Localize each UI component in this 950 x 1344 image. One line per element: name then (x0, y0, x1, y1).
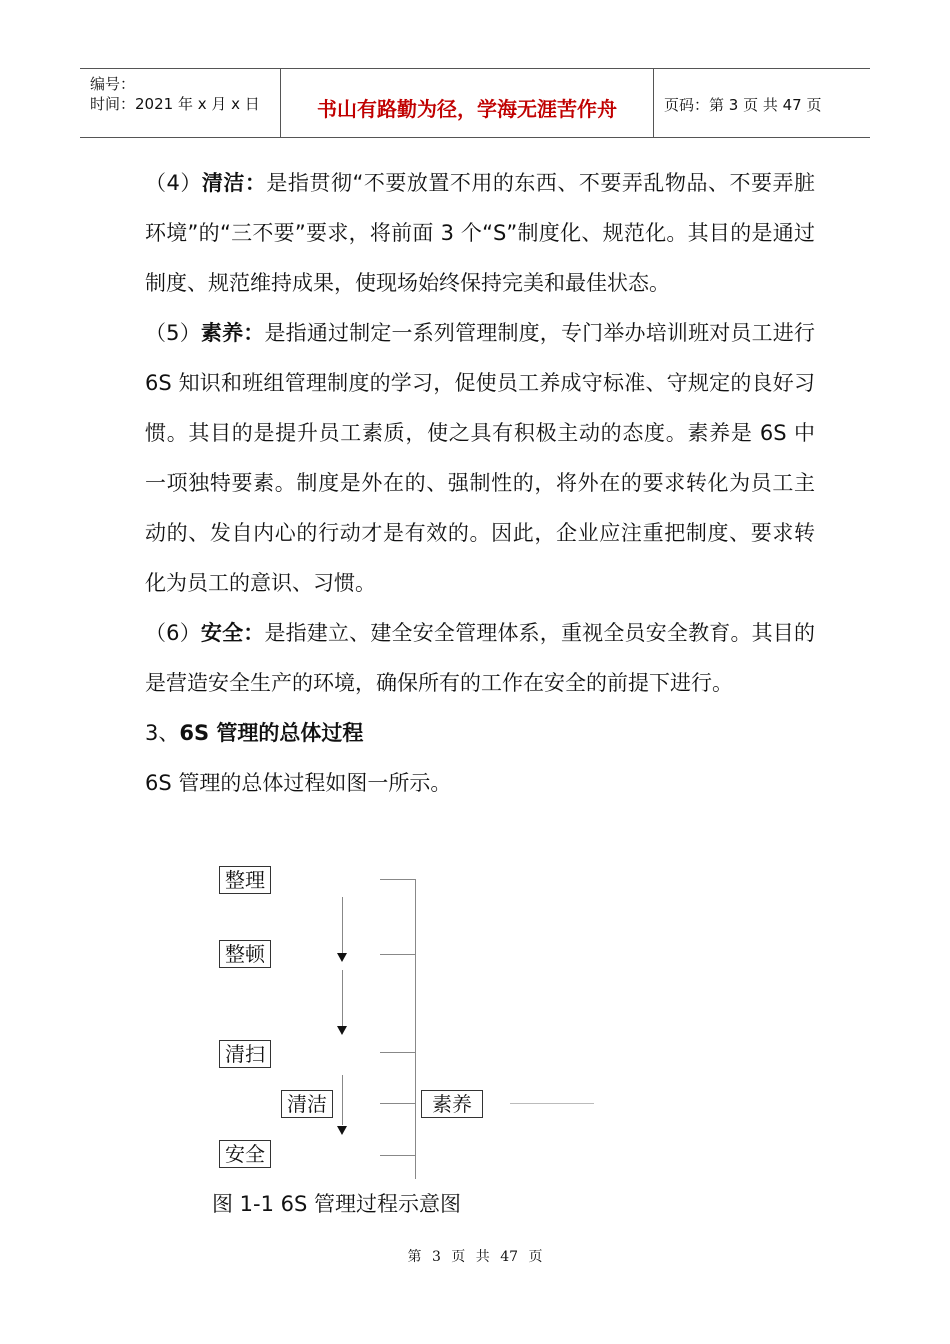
figure-caption: 图 1-1 6S 管理过程示意图 (212, 1192, 462, 1216)
header-page-label: 页码：第 3 页 共 47 页 (664, 96, 822, 114)
document-body (145, 158, 815, 808)
paragraph-prefix: （5） (145, 321, 201, 345)
header-meta-cell (80, 69, 281, 137)
paragraph-discipline (145, 308, 815, 608)
arrow-down-icon (337, 1126, 347, 1135)
paragraph-term: 安全： (200, 621, 265, 645)
paragraph-term: 素养： (200, 321, 265, 345)
section-title: 6S 管理的总体过程 (179, 721, 364, 745)
document-header (80, 68, 870, 138)
paragraph-text: 是指通过制定一系列管理制度，专门举办培训班对员工进行 6S 知识和班组管理制度的学习，促使员工养成守标准、守规定的良好习惯。其目的是提升员工素质，使之具有积极主动的态度。素养是 6S 中一项独特要素。制度是外在的、强制性的，将外在的要求转化为员工主动的、发自内心的行动才是有效的。因此，企业应注重把制度、要求转化为员工的意识、习惯。 (145, 321, 815, 595)
bracket-tick (380, 1155, 416, 1156)
header-page-cell (654, 69, 870, 137)
bracket-tick (380, 1103, 416, 1104)
box-seiketsu: 清洁 (281, 1090, 333, 1118)
paragraph-cleanliness (145, 158, 815, 308)
header-number-label: 编号： (90, 75, 136, 93)
box-seiso: 清扫 (219, 1040, 271, 1068)
bracket-tick (380, 1052, 416, 1053)
paragraph-safety (145, 608, 815, 708)
paragraph-text: 是指贯彻“不要放置不用的东西、不要弄乱物品、不要弄脏环境”的“三不要”要求，将前面 3 个“S”制度化、规范化。其目的是通过制度、规范维持成果，使现场始终保持完美和最佳状态。 (145, 171, 815, 295)
arrow-down-icon (337, 953, 347, 962)
flow-line (342, 897, 343, 953)
paragraph-prefix: （6） (145, 621, 201, 645)
intro-text: 6S 管理的总体过程如图一所示。 (145, 771, 452, 795)
paragraph-prefix: （4） (145, 171, 202, 195)
paragraph-text: 是指建立、建全安全管理体系，重视全员安全教育。其目的是营造安全生产的环境，确保所有的工作在安全的前提下进行。 (145, 621, 815, 695)
paragraph-term: 清洁： (201, 171, 267, 195)
bracket-tick (380, 879, 416, 880)
box-shitsuke: 素养 (421, 1090, 483, 1118)
box-safety: 安全 (219, 1140, 271, 1168)
section-heading (145, 708, 815, 758)
flow-line (342, 1075, 343, 1125)
page-footer: 第 3 页 共 47 页 (407, 1249, 543, 1265)
output-line (510, 1103, 594, 1104)
bracket-line (415, 879, 416, 1179)
header-time-label: 时间：2021 年 x 月 x 日 (90, 95, 260, 113)
box-seiton: 整顿 (219, 940, 271, 968)
header-motto-cell (281, 69, 654, 137)
flow-line (342, 970, 343, 1026)
section-number: 3、 (145, 721, 180, 745)
bracket-tick (380, 954, 416, 955)
header-motto: 书山有路勤为径，学海无涯苦作舟 (317, 97, 617, 121)
box-seiri: 整理 (219, 866, 271, 894)
arrow-down-icon (337, 1026, 347, 1035)
